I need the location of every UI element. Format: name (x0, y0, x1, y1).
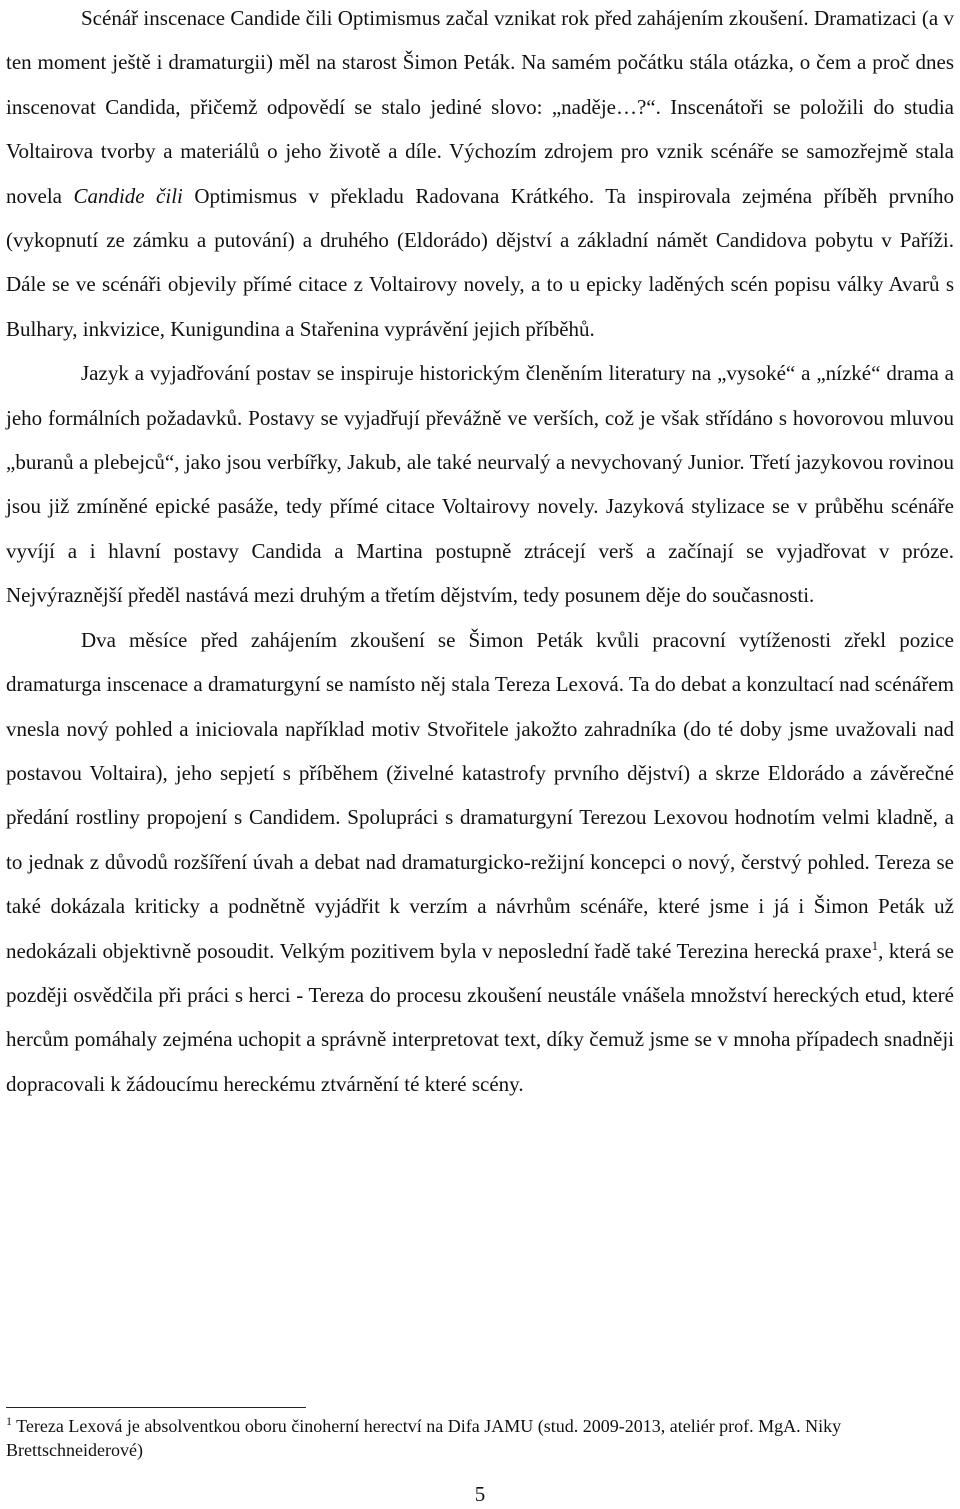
paragraph-1-text-a: Scénář inscenace Candide čili Optimismus začal vznikat rok před zahájením zkoušení. Dramatizaci (a v ten moment ještě i dramaturgii) měl na starost Šimon Peták. Na samém počátku stála otázka, o čem a proč dnes inscenovat Candida, přičemž odpovědí se stalo jediné slovo: „naděje…?“. Inscenátoři se položili do studia Voltairova tvorby a materiálů o jeho životě a díle. Výchozím zdrojem pro vznik scénáře se samozřejmě stala novela (6, 6, 954, 208)
document-body (6, 0, 954, 1106)
paragraph-1-italic-title: Candide čili (73, 183, 183, 208)
footnote-number: 1 (6, 1414, 12, 1428)
paragraph-1-text-b: Optimismus v překladu Radovana Krátkého. Ta inspirovala zejména příběh prvního (vykopnutí ze zámku a putování) a druhého (Eldorádo) dějství a základní námět Candidova pobytu v Paříži. Dále se ve scénáři objevily přímé citace z Voltairovy novely, a to u epicky laděných scén popisu války Avarů s Bulhary, inkvizice, Kunigundina a Stařenina vyprávění jejich příběhů. (6, 183, 954, 341)
paragraph-1 (6, 0, 954, 351)
page-number: 5 (474, 1482, 486, 1506)
footnote (6, 1414, 946, 1462)
footnote-text: Tereza Lexová je absolventkou oboru činoherní herectví na Difa JAMU (stud. 2009-2013, ateliér prof. MgA. Niky Brettschneiderové) (6, 1416, 842, 1460)
footnote-separator (6, 1407, 306, 1408)
footnote-reference[interactable]: 1 (871, 937, 879, 953)
paragraph-2: Jazyk a vyjadřování postav se inspiruje historickým členěním literatury na „vysoké“ a „nízké“ drama a jeho formálních požadavků. Postavy se vyjadřují převážně ve verších, což je však střídáno s hovorovou mluvou „buranů a plebejců“, jako jsou verbířky, Jakub, ale také neurvalý a nevychovaný Junior. Třetí jazykovou rovinou jsou již zmíněné epické pasáže, tedy přímé citace Voltairovy novely. Jazyková stylizace se v průběhu scénáře vyvíjí a i hlavní postavy Candida a Martina postupně ztrácejí verš a začínají se vyjadřovat v próze. Nejvýraznější předěl nastává mezi druhým a třetím dějstvím, tedy posunem děje do současnosti. (6, 361, 954, 608)
paragraph-3-text-b: , která se později osvědčila při práci s herci - Tereza do procesu zkoušení neustále vnášela množství hereckých etud, které hercům pomáhaly zejména uchopit a správně interpretovat text, díky čemuž jsme se v mnoha případech snadněji dopracovali k žádoucímu hereckému ztvárnění té které scény. (6, 938, 954, 1096)
paragraph-3 (6, 618, 954, 1106)
paragraph-3-text-a: Dva měsíce před zahájením zkoušení se Šimon Peták kvůli pracovní vytíženosti zřekl pozice dramaturga inscenace a dramaturgyní se namísto něj stala Tereza Lexová. Ta do debat a konzultací nad scénářem vnesla nový pohled a iniciovala například motiv Stvořitele jakožto zahradníka (do té doby jsme uvažovali nad postavou Voltaira), jeho sepjetí s příběhem (živelné katastrofy prvního dějství) a skrze Eldorádo a závěrečné předání rostliny propojení s Candidem. Spolupráci s dramaturgyní Terezou Lexovou hodnotím velmi kladně, a to jednak z důvodů rozšíření úvah a debat nad dramaturgicko-režijní koncepci o nový, čerstvý pohled. Tereza se také dokázala kriticky a podnětně vyjádřit k verzím a návrhům scénáře, které jsme i já i Šimon Peták už nedokázali objektivně posoudit. Velkým pozitivem byla v neposlední řadě také Terezina herecká praxe (6, 627, 954, 963)
